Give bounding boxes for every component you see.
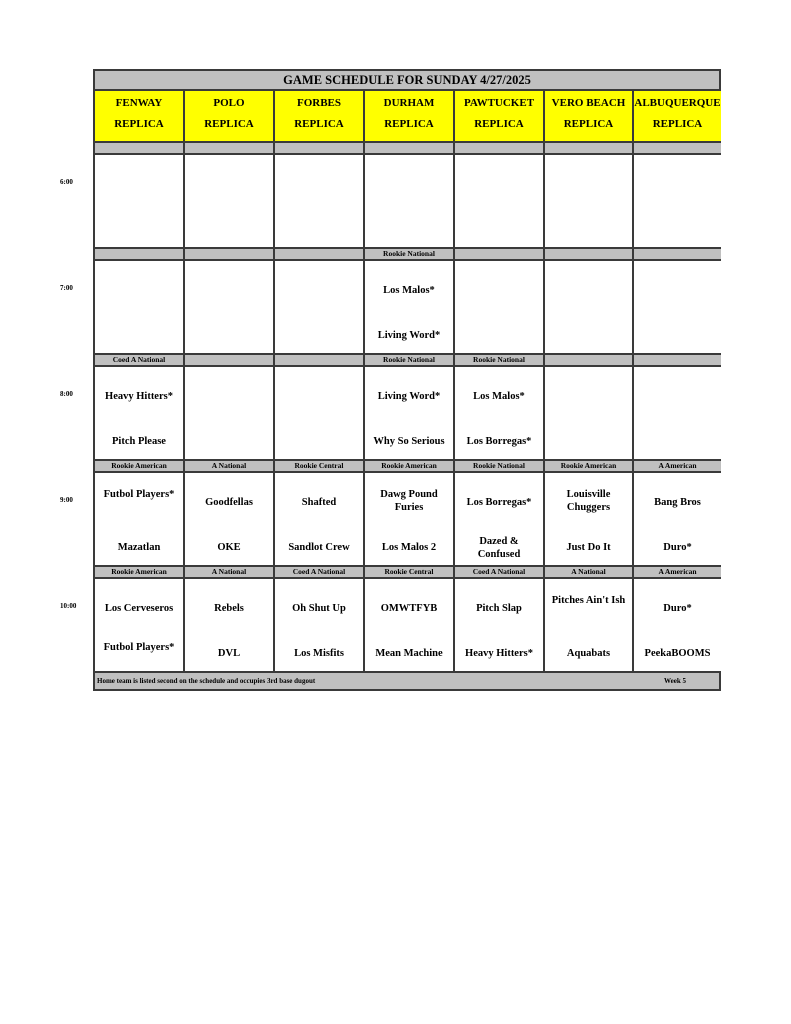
away-team: Oh Shut Up <box>292 603 346 614</box>
time-label: 7:00 <box>60 284 73 292</box>
field-name: POLO <box>213 97 245 109</box>
home-team: PeekaBOOMS <box>644 648 711 659</box>
division-band <box>95 249 183 259</box>
home-team: Sandlot Crew <box>288 542 350 553</box>
field-name: VERO BEACH <box>551 97 626 109</box>
division-band: Coed A National <box>275 567 363 577</box>
footer-note: Home team is listed second on the schedule and occupies 3rd base dugout <box>97 677 316 685</box>
away-team: Rebels <box>214 603 244 614</box>
game-slot <box>545 261 632 353</box>
game-slot <box>545 155 632 247</box>
away-team: Goodfellas <box>205 497 253 508</box>
division-band: A National <box>185 567 273 577</box>
away-team: Shafted <box>301 497 337 508</box>
division-band <box>365 143 453 153</box>
division-band: A American <box>634 567 721 577</box>
division-band <box>634 143 721 153</box>
time-label: 9:00 <box>60 496 73 504</box>
division-band: Rookie American <box>365 461 453 471</box>
division-band <box>185 355 273 365</box>
away-team: Los Borregas* <box>466 497 532 508</box>
away-team: Duro* <box>663 603 692 614</box>
field-subtitle: REPLICA <box>294 118 344 130</box>
field-subtitle: REPLICA <box>384 118 434 130</box>
away-team: Pitches Ain't Ish <box>551 595 626 606</box>
game-slot <box>95 579 183 671</box>
game-slot <box>545 367 632 459</box>
game-slot <box>365 579 453 671</box>
home-team: Why So Serious <box>373 436 445 447</box>
division-band <box>634 355 721 365</box>
home-team: OKE <box>217 542 241 553</box>
game-slot <box>185 473 273 565</box>
home-team: Los Misfits <box>294 648 344 659</box>
game-slot <box>545 473 632 565</box>
home-team: Futbol Players* <box>103 642 175 653</box>
field-name: DURHAM <box>383 97 435 109</box>
game-slot <box>275 367 363 459</box>
division-band <box>545 143 632 153</box>
week-label: Week 5 <box>664 677 686 685</box>
away-team: Dawg Pound Furies <box>380 489 438 513</box>
division-band: Coed A National <box>455 567 543 577</box>
home-team: Heavy Hitters* <box>465 648 533 659</box>
home-team: Mean Machine <box>375 648 443 659</box>
away-team: Heavy Hitters* <box>105 391 173 402</box>
division-band: A National <box>545 567 632 577</box>
home-team: Dazed & Confused <box>477 536 521 560</box>
field-subtitle: REPLICA <box>114 118 164 130</box>
home-team: Mazatlan <box>117 542 161 553</box>
division-band: A American <box>634 461 721 471</box>
field-name: FENWAY <box>115 97 163 109</box>
home-team: DVL <box>217 648 241 659</box>
schedule-footer <box>95 673 719 689</box>
away-team: Bang Bros <box>654 497 701 508</box>
game-slot <box>365 261 453 353</box>
division-band: Rookie American <box>545 461 632 471</box>
division-band: Rookie National <box>455 355 543 365</box>
field-subtitle: REPLICA <box>563 118 614 130</box>
field-header <box>95 91 183 141</box>
division-band: Rookie American <box>95 461 183 471</box>
division-band: Rookie National <box>365 355 453 365</box>
game-slot <box>365 155 453 247</box>
field-header <box>455 91 543 141</box>
division-band: Rookie National <box>365 249 453 259</box>
division-band <box>455 249 543 259</box>
field-name: PAWTUCKET <box>463 97 535 109</box>
away-team: Futbol Players* <box>103 489 175 500</box>
away-team: Living Word* <box>377 391 441 402</box>
division-band <box>545 355 632 365</box>
time-label: 6:00 <box>60 178 73 186</box>
field-header <box>185 91 273 141</box>
division-band <box>275 355 363 365</box>
game-slot <box>275 473 363 565</box>
away-team: Louisville Chuggers <box>566 489 611 513</box>
home-team: Duro* <box>663 542 692 553</box>
division-band: Rookie Central <box>365 567 453 577</box>
game-slot <box>275 579 363 671</box>
schedule-title: GAME SCHEDULE FOR SUNDAY 4/27/2025 <box>95 71 719 89</box>
game-slot <box>95 155 183 247</box>
game-slot <box>95 473 183 565</box>
game-slot <box>185 579 273 671</box>
home-team: Aquabats <box>566 648 611 659</box>
game-slot <box>185 367 273 459</box>
away-team: Pitch Slap <box>476 603 522 614</box>
division-band <box>545 249 632 259</box>
division-band: A National <box>185 461 273 471</box>
game-slot <box>455 261 543 353</box>
field-subtitle: REPLICA <box>652 118 703 130</box>
game-slot <box>185 261 273 353</box>
game-slot <box>455 473 543 565</box>
game-slot <box>275 155 363 247</box>
division-band <box>275 143 363 153</box>
game-slot <box>185 155 273 247</box>
division-band: Rookie Central <box>275 461 363 471</box>
division-band <box>95 143 183 153</box>
division-band <box>634 249 721 259</box>
game-slot <box>365 473 453 565</box>
game-slot <box>634 579 721 671</box>
time-label: 8:00 <box>60 390 73 398</box>
away-team: Los Cerveseros <box>104 603 174 614</box>
game-slot <box>365 367 453 459</box>
game-slot <box>634 155 721 247</box>
division-band <box>185 143 273 153</box>
game-slot <box>455 155 543 247</box>
home-team: Los Borregas* <box>466 436 532 447</box>
division-band: Rookie National <box>455 461 543 471</box>
game-slot <box>455 367 543 459</box>
away-team: OMWTFYB <box>380 603 438 614</box>
game-slot <box>455 579 543 671</box>
field-header <box>365 91 453 141</box>
game-slot <box>634 261 721 353</box>
field-subtitle: REPLICA <box>204 118 254 130</box>
away-team: Los Malos* <box>383 285 435 296</box>
field-header <box>545 91 632 141</box>
home-team: Pitch Please <box>112 436 166 447</box>
time-label: 10:00 <box>60 602 77 610</box>
home-team: Los Malos 2 <box>381 542 437 553</box>
game-slot <box>634 473 721 565</box>
game-slot <box>634 367 721 459</box>
division-band <box>275 249 363 259</box>
game-slot <box>275 261 363 353</box>
schedule-table <box>93 69 721 691</box>
field-header <box>634 91 721 141</box>
field-name: FORBES <box>296 97 341 109</box>
division-band: Rookie American <box>95 567 183 577</box>
home-team: Just Do It <box>566 542 611 553</box>
field-header <box>275 91 363 141</box>
field-subtitle: REPLICA <box>474 118 524 130</box>
away-team: Los Malos* <box>473 391 525 402</box>
home-team: Living Word* <box>377 330 441 341</box>
division-band: Coed A National <box>95 355 183 365</box>
game-slot <box>545 579 632 671</box>
division-band <box>455 143 543 153</box>
game-slot <box>95 261 183 353</box>
game-slot <box>95 367 183 459</box>
field-name: ALBUQUERQUE <box>634 97 721 109</box>
division-band <box>185 249 273 259</box>
